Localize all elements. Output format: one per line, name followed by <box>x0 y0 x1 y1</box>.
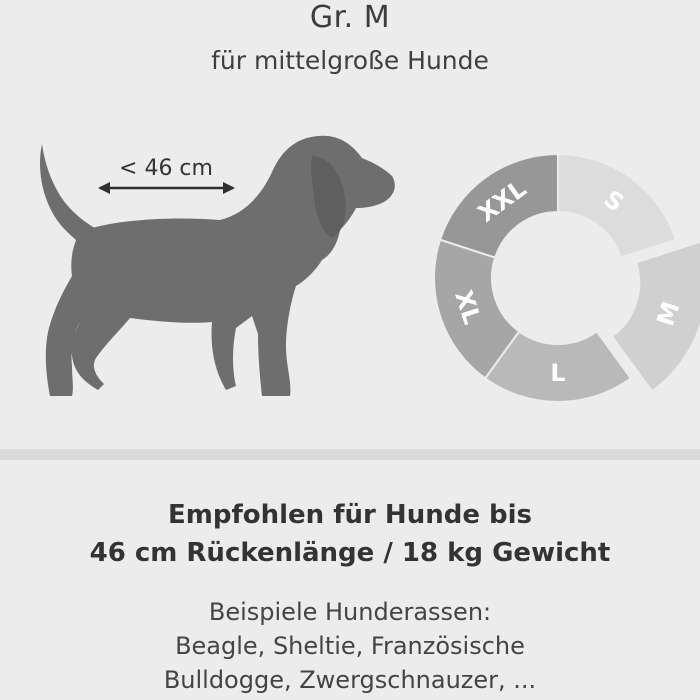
ring-label-m: M <box>651 298 686 330</box>
ring-label-xl: XL <box>449 286 487 328</box>
recommendation-line-2: 46 cm Rückenlänge / 18 kg Gewicht <box>89 538 611 568</box>
examples-line-3: Bulldogge, Zwergschnauzer, ... <box>163 666 537 694</box>
breed-examples <box>0 595 700 697</box>
examples-line-1: Beispiele Hunderassen: <box>208 598 492 626</box>
size-title: Gr. M <box>309 0 391 35</box>
back-length-arrow <box>98 182 235 194</box>
section-divider <box>0 449 700 460</box>
size-ring <box>420 140 700 420</box>
ring-label-xxl: XXL <box>472 174 532 228</box>
back-length-label: < 46 cm <box>119 156 213 181</box>
ring-label-l: L <box>550 359 566 387</box>
examples-line-2: Beagle, Sheltie, Französische <box>175 632 525 660</box>
ring-label-s: S <box>598 184 630 218</box>
dog-illustration <box>0 120 420 420</box>
dog-silhouette <box>46 136 395 396</box>
recommendation-text <box>0 496 700 572</box>
ring-segments <box>434 154 700 402</box>
size-subtitle: für mittelgroße Hunde <box>211 46 489 75</box>
recommendation-line-1: Empfohlen für Hunde bis <box>167 500 533 530</box>
